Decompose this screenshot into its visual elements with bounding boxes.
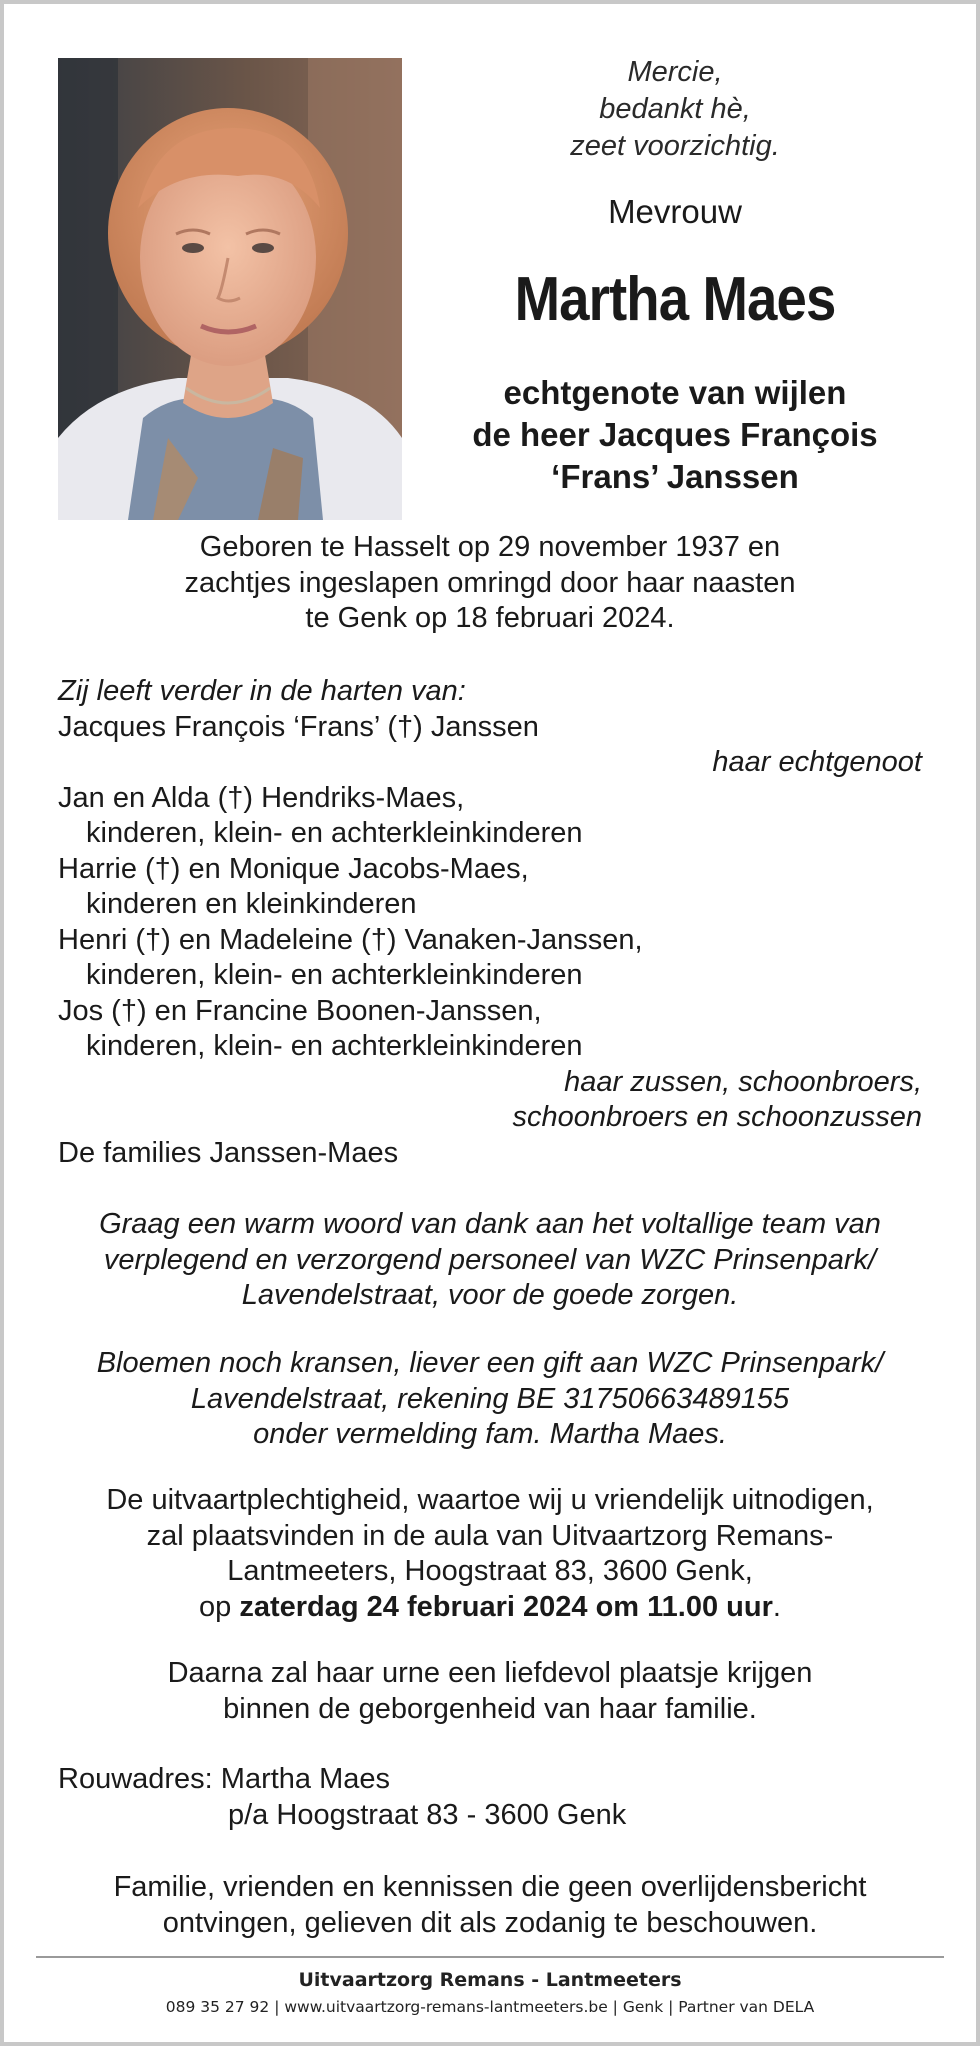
families-line: De families Janssen-Maes [58,1136,399,1169]
service-date: zaterdag 24 februari 2024 om 11.00 uur [239,1590,773,1623]
family-names: Jan en Alda (†) Hendriks-Maes, [58,781,465,814]
birth-line: Geboren te Hasselt op 29 november 1937 en [199,531,781,563]
urn-line: binnen de geborgenheid van haar familie. [223,1692,757,1725]
service-date-line [58,1590,922,1626]
quote-line: zeet voorzichtig. [570,130,780,162]
spouse-line: ‘Frans’ Janssen [551,458,799,495]
husband-role: haar echtgenoot [712,746,922,778]
husband-name: Jacques François ‘Frans’ (†) Janssen [58,710,539,743]
urn-line: Daarna zal haar urne een liefdevol plaatsje krijgen [167,1657,813,1689]
spouse-statement [430,372,920,498]
spouse-line: de heer Jacques François [472,416,878,453]
birth-line: zachtjes ingeslapen omringd door haar naasten [184,566,796,599]
siblings-role: schoonbroers en schoonzussen [512,1101,922,1133]
birth-line: te Genk op 18 februari 2024. [305,602,675,634]
service-line: Lantmeeters, Hoogstraat 83, 3600 Genk, [227,1555,753,1587]
flowers-note [58,1346,922,1453]
funeral-home-contact: 089 35 27 92 | www.uitvaartzorg-remans-lantmeeters.be | Genk | Partner van DELA [165,1998,815,2016]
portrait-photo [58,58,402,520]
funeral-home-name: Uitvaartzorg Remans - Lantmeeters [298,1969,682,1991]
address-line-1: Rouwadres: Martha Maes [58,1763,391,1795]
family-names: Henri (†) en Madeleine (†) Vanaken-Janssen, [58,923,643,956]
family-notice [58,1870,922,1941]
flowers-line: onder vermelding fam. Martha Maes. [253,1418,727,1450]
survivors-list [58,674,922,1171]
spouse-line: echtgenote van wijlen [503,374,847,411]
urn-note [58,1656,922,1727]
service-date-suffix: . [772,1590,781,1623]
thanks-line: Graag een warm woord van dank aan het voltallige team van [99,1208,881,1240]
mourning-address [58,1762,922,1833]
flowers-line: Lavendelstraat, rekening BE 31750663489155 [190,1382,790,1415]
family-descendants: kinderen, klein- en achterkleinkinderen [86,817,583,849]
thanks-line: verplegend en verzorgend personeel van WZC Prinsenpark/ [103,1243,877,1276]
birth-death-statement [58,530,922,637]
salutation: Mevrouw [608,193,742,230]
family-names: Harrie (†) en Monique Jacobs-Maes, [58,852,529,885]
portrait-illustration [58,58,402,520]
address-line-2: p/a Hoogstraat 83 - 3600 Genk [228,1798,627,1831]
opening-quote [430,54,920,165]
flowers-line: Bloemen noch kransen, liever een gift aan WZC Prinsenpark/ [96,1347,884,1379]
family-notice-line: Familie, vrienden en kennissen die geen overlijdensbericht [113,1871,867,1903]
service-date-prefix: op [199,1590,240,1623]
funeral-service-details [58,1483,922,1625]
thanks-note [58,1207,922,1314]
family-descendants: kinderen, klein- en achterkleinkinderen [86,1030,583,1062]
family-descendants: kinderen en kleinkinderen [86,888,417,920]
thanks-line: Lavendelstraat, voor de goede zorgen. [241,1279,739,1311]
deceased-name: Martha Maes [514,265,836,334]
service-line: De uitvaartplechtigheid, waartoe wij u vriendelijk uitnodigen, [106,1484,874,1516]
family-names: Jos (†) en Francine Boonen-Janssen, [58,994,542,1027]
quote-line: Mercie, [627,56,723,88]
footer-divider [36,1956,944,1958]
survivors-intro: Zij leeft verder in de harten van: [58,675,466,707]
family-notice-line: ontvingen, gelieven dit als zodanig te beschouwen. [162,1906,818,1939]
siblings-role: haar zussen, schoonbroers, [564,1065,922,1098]
family-descendants: kinderen, klein- en achterkleinkinderen [86,959,583,991]
service-line: zal plaatsvinden in de aula van Uitvaartzorg Remans- [146,1519,834,1552]
quote-line: bedankt hè, [599,93,751,125]
